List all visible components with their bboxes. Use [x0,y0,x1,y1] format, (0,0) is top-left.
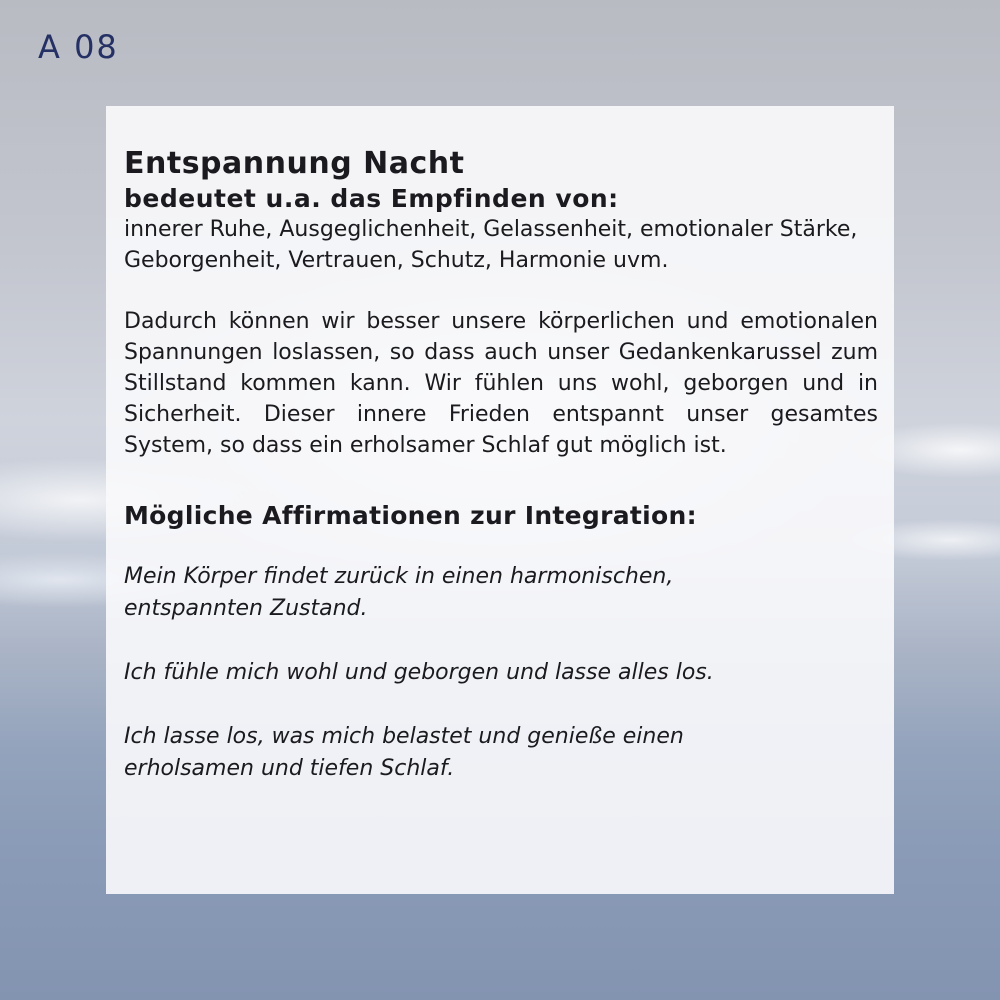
intro-text: innerer Ruhe, Ausgeglichenheit, Gelassenheit, emotionaler Stärke, Geborgenheit, Vertrauen, Schutz, Harmonie uvm. [124,217,858,273]
card-title: Entspannung Nacht [124,146,465,181]
affirmations-list [124,561,878,785]
affirmation-item: Mein Körper findet zurück in einen harmonischen, entspannten Zustand. [124,564,674,621]
page-code: A 08 [38,28,119,66]
affirmation-item: Ich lasse los, was mich belastet und genieße einen erholsamen und tiefen Schlaf. [124,724,684,781]
body-paragraph: Dadurch können wir besser unsere körperlichen und emotionalen Spannungen loslassen, so dass auch unser Gedankenkarussel zum Stillstand kommen kann. Wir fühlen uns wohl, geborgen und in Sicherheit. Dieser innere Frieden entspannt unser gesamtes System, so dass ein erholsamer Schlaf gut möglich ist. [124,309,878,458]
affirmation-item: Ich fühle mich wohl und geborgen und lasse alles los. [124,660,714,685]
card-subtitle: bedeutet u.a. das Empfinden von: [124,184,619,213]
affirmations-heading: Mögliche Affirmationen zur Integration: [124,501,697,530]
content-card [106,106,894,894]
